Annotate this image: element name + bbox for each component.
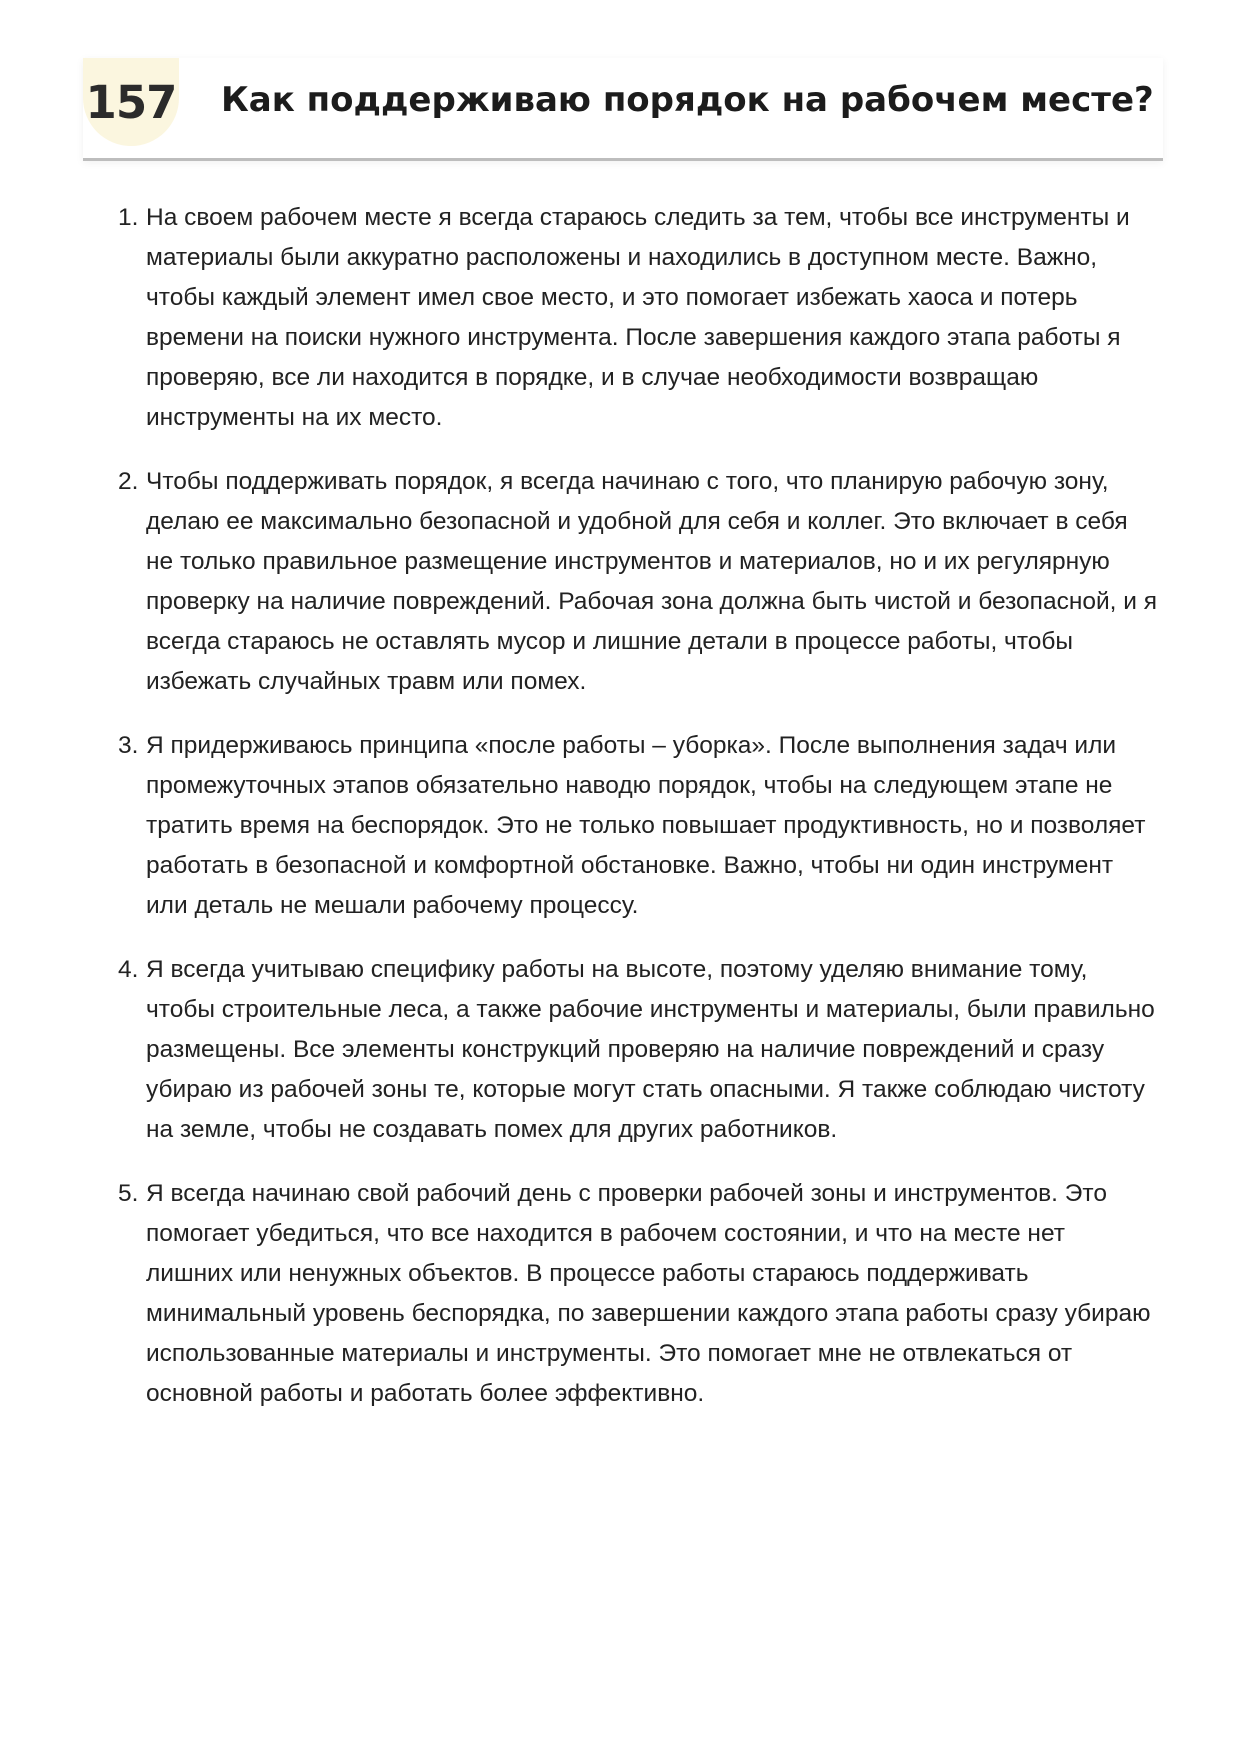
list-item	[118, 950, 1158, 1150]
question-number-badge: 157	[83, 58, 179, 146]
list-item-text: Я всегда начинаю свой рабочий день с проверки рабочей зоны и инструментов. Это помогает убедиться, что все находится в рабочем состоянии, и что на месте нет лишних или ненужных объектов. В процессе работы стараюсь поддерживать минимальный уровень беспорядка, по завершении каждого этапа работы сразу убираю использованные материалы и инструменты. Это помогает мне не отвлекаться от основной работы и работать более эффективно.	[146, 1180, 1151, 1407]
list-item-text: Я всегда учитываю специфику работы на высоте, поэтому уделяю внимание тому, чтобы строительные леса, а также рабочие инструменты и материалы, были правильно размещены. Все элементы конструкций проверяю на наличие повреждений и сразу убираю из рабочей зоны те, которые могут стать опасными. Я также соблюдаю чистоту на земле, чтобы не создавать помех для других работников.	[146, 956, 1155, 1143]
list-item-number: 2.	[118, 468, 139, 495]
list-item-number: 1.	[118, 204, 139, 231]
list-item	[118, 462, 1158, 702]
page-title: Как поддерживаю порядок на рабочем месте?	[221, 80, 1154, 120]
list-item	[118, 198, 1158, 438]
list-item-text: Чтобы поддерживать порядок, я всегда начинаю с того, что планирую рабочую зону, делаю ее максимально безопасной и удобной для себя и коллег. Это включает в себя не только правильное размещение инструментов и материалов, но и их регулярную проверку на наличие повреждений. Рабочая зона должна быть чистой и безопасной, и я всегда стараюсь не оставлять мусор и лишние детали в процессе работы, чтобы избежать случайных травм или помех.	[146, 468, 1158, 695]
page-header	[83, 58, 1163, 161]
list-item-text: Я придерживаюсь принципа «после работы – уборка». После выполнения задач или промежуточных этапов обязательно наводю порядок, чтобы на следующем этапе не тратить время на беспорядок. Это не только повышает продуктивность, но и позволяет работать в безопасной и комфортной обстановке. Важно, чтобы ни один инструмент или деталь не мешали рабочему процессу.	[146, 732, 1146, 919]
list-item-number: 4.	[118, 956, 139, 983]
list-item-number: 3.	[118, 732, 139, 759]
list-item-number: 5.	[118, 1180, 139, 1207]
list-item	[118, 726, 1158, 926]
list-item	[118, 1174, 1158, 1414]
list-item-text: На своем рабочем месте я всегда стараюсь следить за тем, чтобы все инструменты и материалы были аккуратно расположены и находились в доступном месте. Важно, чтобы каждый элемент имел свое место, и это помогает избежать хаоса и потерь времени на поиски нужного инструмента. После завершения каждого этапа работы я проверяю, все ли находится в порядке, и в случае необходимости возвращаю инструменты на их место.	[146, 204, 1130, 431]
answer-list	[118, 198, 1158, 1414]
answer-list-container	[118, 198, 1158, 1438]
